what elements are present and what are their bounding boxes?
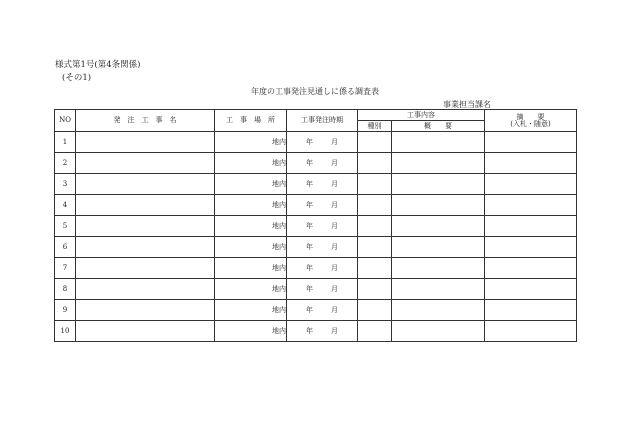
location-suffix: 地内 <box>272 326 286 335</box>
header-type: 種別 <box>358 121 392 132</box>
period-cell[interactable] <box>287 237 358 258</box>
location-cell[interactable] <box>215 300 287 321</box>
type-cell[interactable] <box>358 174 392 195</box>
type-cell[interactable] <box>358 279 392 300</box>
period-cell[interactable] <box>287 258 358 279</box>
month-label: 月 <box>331 326 338 335</box>
month-label: 月 <box>331 137 338 146</box>
project-name-cell[interactable] <box>76 237 215 258</box>
year-label: 年 <box>306 158 313 167</box>
table-row <box>55 258 577 279</box>
month-label: 月 <box>331 284 338 293</box>
table-row <box>55 321 577 342</box>
summary-cell[interactable] <box>392 195 485 216</box>
location-cell[interactable] <box>215 237 287 258</box>
header-no: NO <box>55 110 76 132</box>
table-row <box>55 153 577 174</box>
period-cell[interactable] <box>287 279 358 300</box>
location-cell[interactable] <box>215 195 287 216</box>
survey-table <box>54 109 577 342</box>
type-cell[interactable] <box>358 216 392 237</box>
table-body <box>55 132 577 342</box>
location-suffix: 地内 <box>272 242 286 251</box>
row-number: 5 <box>55 216 76 237</box>
period-cell[interactable] <box>287 300 358 321</box>
location-cell[interactable] <box>215 153 287 174</box>
header-remarks-label: 摘 要 <box>516 112 545 121</box>
row-number: 9 <box>55 300 76 321</box>
period-cell[interactable] <box>287 174 358 195</box>
year-label: 年 <box>306 200 313 209</box>
year-label: 年 <box>306 305 313 314</box>
year-label: 年 <box>306 221 313 230</box>
location-cell[interactable] <box>215 174 287 195</box>
type-cell[interactable] <box>358 195 392 216</box>
location-suffix: 地内 <box>272 158 286 167</box>
row-number: 8 <box>55 279 76 300</box>
project-name-cell[interactable] <box>76 153 215 174</box>
remarks-cell[interactable] <box>485 279 577 300</box>
summary-cell[interactable] <box>392 300 485 321</box>
summary-cell[interactable] <box>392 216 485 237</box>
summary-cell[interactable] <box>392 321 485 342</box>
project-name-cell[interactable] <box>76 216 215 237</box>
remarks-cell[interactable] <box>485 258 577 279</box>
header-remarks-sub: (入札・随意) <box>510 119 551 128</box>
header-content: 工事内容 <box>358 110 485 121</box>
year-label: 年 <box>306 326 313 335</box>
table-row <box>55 279 577 300</box>
year-label: 年 <box>306 179 313 188</box>
remarks-cell[interactable] <box>485 216 577 237</box>
location-suffix: 地内 <box>272 137 286 146</box>
table-row <box>55 132 577 153</box>
remarks-cell[interactable] <box>485 321 577 342</box>
row-number: 7 <box>55 258 76 279</box>
type-cell[interactable] <box>358 321 392 342</box>
row-number: 10 <box>55 321 76 342</box>
table-row <box>55 237 577 258</box>
row-number: 2 <box>55 153 76 174</box>
project-name-cell[interactable] <box>76 174 215 195</box>
table-row <box>55 216 577 237</box>
header-period: 工事発注時期 <box>287 110 358 132</box>
location-cell[interactable] <box>215 216 287 237</box>
summary-cell[interactable] <box>392 258 485 279</box>
remarks-cell[interactable] <box>485 300 577 321</box>
row-number: 6 <box>55 237 76 258</box>
header-location: 工 事 場 所 <box>215 110 287 132</box>
location-cell[interactable] <box>215 258 287 279</box>
document-title: 年度の工事発注見通しに係る調査表 <box>251 87 379 96</box>
location-suffix: 地内 <box>272 305 286 314</box>
row-number: 1 <box>55 132 76 153</box>
period-cell[interactable] <box>287 216 358 237</box>
row-number: 4 <box>55 195 76 216</box>
location-suffix: 地内 <box>272 179 286 188</box>
remarks-cell[interactable] <box>485 195 577 216</box>
location-suffix: 地内 <box>272 263 286 272</box>
summary-cell[interactable] <box>392 279 485 300</box>
type-cell[interactable] <box>358 237 392 258</box>
summary-cell[interactable] <box>392 237 485 258</box>
month-label: 月 <box>331 305 338 314</box>
summary-cell[interactable] <box>392 174 485 195</box>
period-cell[interactable] <box>287 132 358 153</box>
table-row <box>55 195 577 216</box>
project-name-cell[interactable] <box>76 258 215 279</box>
project-name-cell[interactable] <box>76 321 215 342</box>
remarks-cell[interactable] <box>485 237 577 258</box>
summary-cell[interactable] <box>392 153 485 174</box>
summary-cell[interactable] <box>392 132 485 153</box>
location-suffix: 地内 <box>272 200 286 209</box>
row-number: 3 <box>55 174 76 195</box>
year-label: 年 <box>306 284 313 293</box>
header-project-name: 発 注 工 事 名 <box>76 110 215 132</box>
location-cell[interactable] <box>215 279 287 300</box>
remarks-cell[interactable] <box>485 132 577 153</box>
project-name-cell[interactable] <box>76 132 215 153</box>
form-number: 様式第1号(第4条関係) <box>55 60 141 70</box>
table-row <box>55 300 577 321</box>
project-name-cell[interactable] <box>76 300 215 321</box>
period-cell[interactable] <box>287 321 358 342</box>
location-suffix: 地内 <box>272 284 286 293</box>
month-label: 月 <box>331 200 338 209</box>
project-name-cell[interactable] <box>76 279 215 300</box>
month-label: 月 <box>331 263 338 272</box>
type-cell[interactable] <box>358 300 392 321</box>
period-cell[interactable] <box>287 153 358 174</box>
header-summary: 概 要 <box>392 121 485 132</box>
month-label: 月 <box>331 179 338 188</box>
period-cell[interactable] <box>287 195 358 216</box>
table-row <box>55 174 577 195</box>
year-label: 年 <box>306 263 313 272</box>
type-cell[interactable] <box>358 258 392 279</box>
type-cell[interactable] <box>358 153 392 174</box>
location-suffix: 地内 <box>272 221 286 230</box>
location-cell[interactable] <box>215 321 287 342</box>
form-sub-number: (その1) <box>62 73 92 83</box>
month-label: 月 <box>331 221 338 230</box>
year-label: 年 <box>306 242 313 251</box>
remarks-cell[interactable] <box>485 153 577 174</box>
month-label: 月 <box>331 158 338 167</box>
month-label: 月 <box>331 242 338 251</box>
type-cell[interactable] <box>358 132 392 153</box>
department-label: 事業担当課名 <box>443 100 491 109</box>
location-cell[interactable] <box>215 132 287 153</box>
remarks-cell[interactable] <box>485 174 577 195</box>
header-remarks <box>485 110 577 132</box>
year-label: 年 <box>306 137 313 146</box>
project-name-cell[interactable] <box>76 195 215 216</box>
